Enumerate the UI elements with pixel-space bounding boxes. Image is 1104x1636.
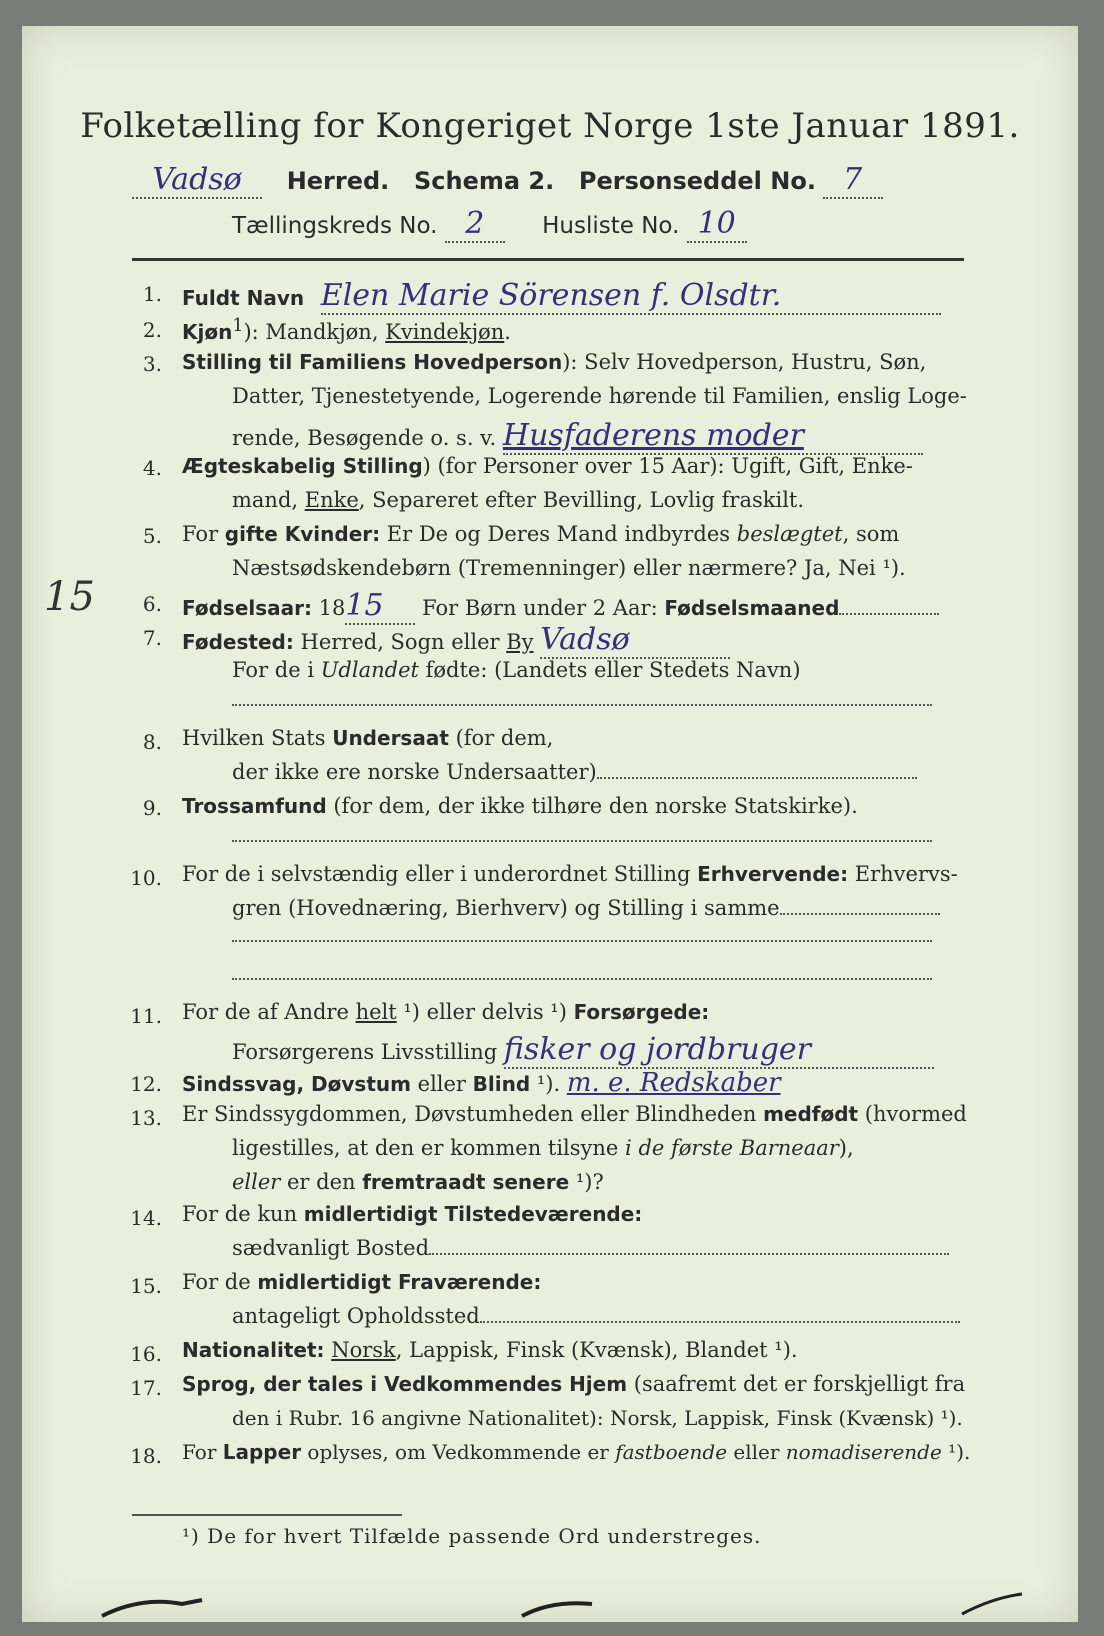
husliste-value: 10	[687, 206, 747, 243]
kreds-value: 2	[445, 206, 505, 243]
q16-norsk: Norsk	[331, 1338, 396, 1362]
q13-text3b: ¹)?	[569, 1170, 604, 1194]
q15-line2	[232, 1304, 960, 1328]
q18-it1: fastboende	[615, 1440, 728, 1464]
q3-label: Stilling til Familiens Hovedperson	[182, 350, 563, 374]
q4-line1	[182, 454, 913, 478]
q7-text-a: Herred, Sogn eller	[293, 630, 507, 654]
q10-field	[780, 913, 940, 915]
q2-kvindekjon: Kvindekjøn	[385, 320, 505, 344]
herred-value: Vadsø	[132, 162, 262, 199]
q14-line1	[182, 1202, 642, 1226]
q7-value: Vadsø	[540, 622, 730, 659]
q3-line1	[182, 350, 926, 374]
q12-value: m. e. Redskaber	[566, 1068, 781, 1098]
q18-it2: nomadiserende	[785, 1440, 942, 1464]
q8-text2: der ikke ere norske Undersaatter)	[232, 760, 597, 784]
q13-line3	[232, 1170, 604, 1194]
q4-text2c: , Separeret efter Bevilling, Lovlig fraskilt.	[358, 488, 805, 512]
q8-line2	[232, 760, 917, 784]
q13-text1: Er Sindssygdommen, Døvstumheden eller Blindheden	[182, 1102, 764, 1126]
q6-prefix: 18	[312, 596, 346, 620]
footnote-rule	[132, 1514, 402, 1516]
q14-number: 14.	[130, 1206, 162, 1230]
q14-line2	[232, 1236, 949, 1260]
q8-text-a: Hvilken Stats	[182, 726, 333, 750]
q8-label: Undersaat	[332, 726, 449, 750]
q1-value: Elen Marie Sörensen f. Olsdtr.	[321, 278, 941, 315]
q5-text1: Er De og Deres Mand indbyrdes	[380, 522, 737, 546]
q15-text2: antageligt Opholdssted	[232, 1304, 480, 1328]
herred-label: Herred.	[286, 167, 390, 195]
q3-line2: Datter, Tjenestetyende, Logerende hørende til Familien, enslig Loge-	[232, 384, 967, 408]
q13-text2a: ligestilles, at den er kommen tilsyne	[232, 1136, 626, 1160]
q7-number: 7.	[142, 626, 162, 650]
q7-text2b: fødte: (Landets eller Stedets Navn)	[418, 658, 801, 682]
q10-label: Erhvervende:	[697, 862, 849, 886]
q4-text2a: mand,	[232, 488, 305, 512]
q11-line1	[182, 1000, 709, 1024]
census-form	[22, 26, 1078, 1622]
q7-label: Fødested:	[182, 630, 294, 654]
q8-field	[597, 777, 917, 779]
q11-text2: Forsørgerens Livsstilling	[232, 1040, 498, 1064]
q5-label: gifte Kvinder:	[224, 522, 381, 546]
q8-text1: (for dem,	[448, 726, 554, 750]
q13-line1	[182, 1102, 967, 1126]
q9-text: (for dem, der ikke tilhøre den norske Statskirke).	[326, 794, 858, 818]
q18-text-a: For	[182, 1440, 223, 1464]
q13-text3a: er den	[280, 1170, 363, 1194]
q4-label: Ægteskabelig Stilling	[182, 454, 423, 478]
q4-enke: Enke	[304, 488, 359, 512]
ink-mark-center	[522, 1603, 592, 1616]
q18-text-d: ¹).	[941, 1440, 971, 1464]
q2-text-a: ): Mandkjøn,	[243, 320, 386, 344]
q12-number: 12.	[130, 1072, 162, 1096]
kreds-label: Tællingskreds No.	[232, 213, 438, 239]
q12-label: Sindssvag, Døvstum	[182, 1072, 411, 1096]
q13-text2-it: i de første Barneaar	[625, 1136, 839, 1160]
q17-line1	[182, 1372, 965, 1396]
q6-text: For Børn under 2 Aar:	[415, 596, 665, 620]
q14-text2: sædvanligt Bosted	[232, 1236, 430, 1260]
q4-number: 4.	[142, 456, 162, 480]
q16-label: Nationalitet:	[182, 1338, 325, 1362]
q9-blank-line	[232, 826, 932, 842]
q10-line2	[232, 896, 940, 920]
q11-value: fisker og jordbruger	[504, 1032, 934, 1069]
q12-text-b: ¹).	[530, 1072, 561, 1096]
q7-blank-line	[232, 690, 932, 706]
q18-number: 18.	[130, 1444, 162, 1468]
q17-line2: den i Rubr. 16 angivne Nationalitet): Norsk, Lappisk, Finsk (Kvænsk) ¹).	[232, 1406, 963, 1430]
q12-line	[182, 1068, 781, 1098]
q16-line	[182, 1338, 798, 1362]
q11-helt: helt	[355, 1000, 397, 1024]
q3-number: 3.	[142, 352, 162, 376]
q5-text-a: For	[182, 522, 225, 546]
q14-label: midlertidigt Tilstedeværende:	[303, 1202, 643, 1226]
q13-label: medfødt	[763, 1102, 859, 1126]
q9-label: Trossamfund	[182, 794, 327, 818]
q15-field	[480, 1321, 960, 1323]
q11-text-a: For de af Andre	[182, 1000, 356, 1024]
q13-line2	[232, 1136, 854, 1160]
q10-blank-line-1	[232, 926, 932, 942]
q4-line2	[232, 488, 804, 512]
q16-text-c: , Lappisk, Finsk (Kvænsk), Blandet ¹).	[395, 1338, 798, 1362]
q5-number: 5.	[142, 524, 162, 548]
q3-text1: ): Selv Hovedperson, Hustru, Søn,	[562, 350, 927, 374]
q6-line	[182, 588, 939, 625]
header-line-herred	[132, 162, 883, 199]
q16-number: 16.	[130, 1342, 162, 1366]
q9-line	[182, 794, 858, 818]
q13-number: 13.	[130, 1106, 162, 1130]
q3-text3: rende, Besøgende o. s. v.	[232, 426, 497, 450]
q6-month-field	[839, 613, 939, 615]
q14-field	[429, 1253, 949, 1255]
q15-line1	[182, 1270, 541, 1294]
q5-text1-end: , som	[842, 522, 900, 546]
q7-line1	[182, 622, 730, 659]
q10-text2: gren (Hovednæring, Bierhverv) og Stilling i samme	[232, 896, 780, 920]
q3-line3	[232, 418, 923, 455]
q1-line	[182, 278, 941, 315]
margin-note: 15	[44, 574, 95, 620]
q12-label2: Blind	[472, 1072, 531, 1096]
q18-text-b: oplyses, om Vedkommende er	[301, 1440, 616, 1464]
q6-label: Fødselsaar:	[182, 596, 312, 620]
q13-text2b: ),	[838, 1136, 854, 1160]
q5-line2: Næstsødskendebørn (Tremenninger) eller nærmere? Ja, Nei ¹).	[232, 556, 906, 580]
q2-label: Kjøn	[182, 320, 233, 344]
q14-text-a: For de kun	[182, 1202, 304, 1226]
personseddel-value: 7	[823, 162, 883, 199]
q3-value: Husfaderens moder	[503, 418, 923, 455]
q2-sup: 1	[232, 316, 244, 336]
q7-text2a: For de i	[232, 658, 321, 682]
q6-label2: Fødselsmaaned	[664, 596, 840, 620]
q7-line2	[232, 658, 801, 682]
q10-number: 10.	[130, 866, 162, 890]
header-line-kreds	[232, 206, 747, 243]
q15-text-a: For de	[182, 1270, 258, 1294]
q8-line1	[182, 726, 553, 750]
q10-blank-line-2	[232, 964, 932, 980]
q18-line	[182, 1440, 970, 1464]
q13-label3: fremtraadt senere	[362, 1170, 570, 1194]
header-rule	[132, 258, 964, 261]
q5-text1-it: beslægtet	[736, 522, 843, 546]
q11-number: 11.	[130, 1004, 162, 1028]
ink-mark-right	[962, 1594, 1022, 1614]
q6-value: 15	[345, 588, 415, 625]
q11-text-c: ¹) eller delvis ¹)	[396, 1000, 574, 1024]
q12-text-a: eller	[410, 1072, 473, 1096]
q17-text1: (saafremt det er forskjelligt fra	[627, 1372, 966, 1396]
q11-label: Forsørgede:	[573, 1000, 710, 1024]
q10-text-a: For de i selvstændig eller i underordnet Stilling	[182, 862, 698, 886]
footnote: ¹) De for hvert Tilfælde passende Ord understreges.	[182, 1524, 762, 1548]
q2-number: 2.	[142, 318, 162, 342]
q10-text-b: Erhvervs-	[848, 862, 958, 886]
ink-mark-left	[102, 1600, 202, 1616]
q13-text1b: (hvormed	[858, 1102, 967, 1126]
form-title: Folketælling for Kongeriget Norge 1ste Januar 1891.	[80, 106, 1020, 146]
personseddel-label: Personseddel No.	[578, 167, 816, 195]
q17-number: 17.	[130, 1376, 162, 1400]
q10-line1	[182, 862, 958, 886]
q11-line2	[232, 1032, 934, 1069]
q7-text2-it: Udlandet	[320, 658, 419, 682]
schema-label: Schema 2.	[413, 167, 555, 195]
ink-marks	[82, 1586, 1042, 1626]
q18-text-c: eller	[727, 1440, 786, 1464]
q6-number: 6.	[142, 592, 162, 616]
q4-text1: ) (for Personer over 15 Aar): Ugift, Gift, Enke-	[422, 454, 913, 478]
q2-line	[182, 316, 511, 344]
husliste-label: Husliste No.	[542, 213, 680, 239]
q18-label: Lapper	[222, 1440, 302, 1464]
q1-label: Fuldt Navn	[182, 286, 305, 310]
q13-text3-it: eller	[232, 1170, 281, 1194]
q15-label: midlertidigt Fraværende:	[257, 1270, 542, 1294]
q15-number: 15.	[130, 1274, 162, 1298]
q1-number: 1.	[142, 282, 162, 306]
q9-number: 9.	[142, 796, 162, 820]
q5-line1	[182, 522, 899, 546]
q7-by: By	[506, 630, 534, 654]
q2-text-c: .	[504, 320, 511, 344]
q8-number: 8.	[142, 730, 162, 754]
q17-label: Sprog, der tales i Vedkommendes Hjem	[182, 1372, 628, 1396]
